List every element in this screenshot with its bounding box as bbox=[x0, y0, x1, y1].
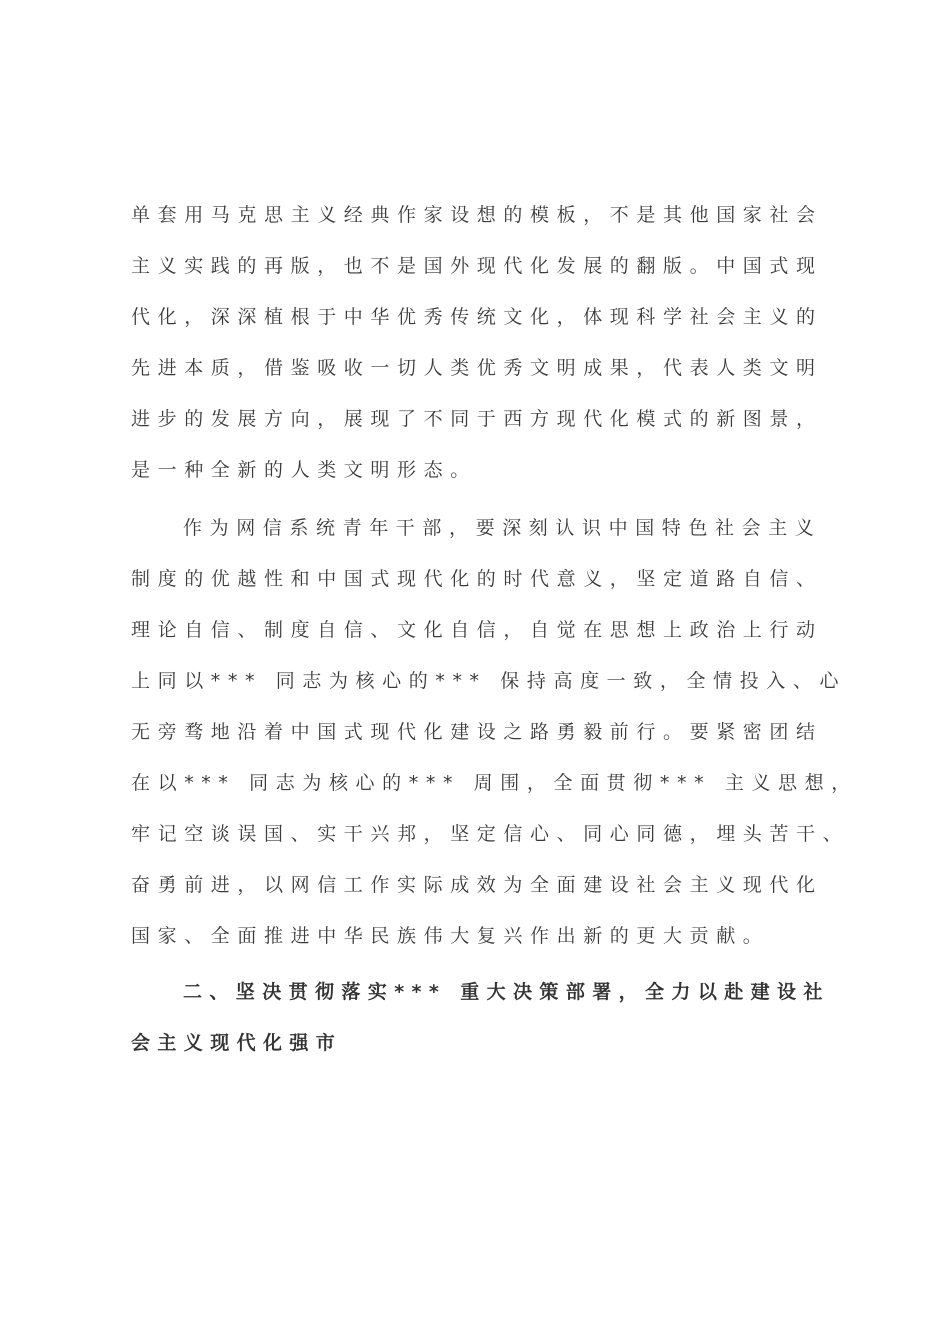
text-line: 奋勇前进，以网信工作实际成效为全面建设社会主义现代化 bbox=[131, 874, 823, 896]
text-line: 作为网信系统青年干部，要深刻认识中国特色社会主义 bbox=[183, 517, 822, 539]
text-line: 是一种全新的人类文明形态。 bbox=[131, 459, 477, 481]
text-line: 无旁骛地沿着中国式现代化建设之路勇毅前行。要紧密团结 bbox=[131, 721, 823, 743]
text-line: 上同以*** 同志为核心的*** 保持高度一致，全情投入、心 bbox=[131, 670, 847, 692]
heading-line: 二、坚决贯彻落实*** 重大决策部署，全力以赴建设社 bbox=[183, 981, 830, 1003]
text-line: 先进本质，借鉴吸收一切人类优秀文明成果，代表人类文明 bbox=[131, 357, 823, 379]
text-line: 在以*** 同志为核心的*** 周围，全面贯彻*** 主义思想， bbox=[131, 772, 858, 794]
text-line: 进步的发展方向，展现了不同于西方现代化模式的新图景， bbox=[131, 408, 823, 430]
text-line: 代化，深深植根于中华优秀传统文化，体现科学社会主义的 bbox=[131, 306, 823, 328]
heading-line: 会主义现代化强市 bbox=[131, 1032, 343, 1054]
paragraph-1 bbox=[131, 190, 831, 496]
text-line: 主义实践的再版，也不是国外现代化发展的翻版。中国式现 bbox=[131, 255, 823, 277]
text-line: 单套用马克思主义经典作家设想的模板，不是其他国家社会 bbox=[131, 204, 823, 226]
text-line: 理论自信、制度自信、文化自信，自觉在思想上政治上行动 bbox=[131, 619, 823, 641]
section-heading bbox=[131, 967, 831, 1069]
text-line: 国家、全面推进中华民族伟大复兴作出新的更大贡献。 bbox=[131, 925, 770, 947]
paragraph-2 bbox=[131, 503, 858, 962]
text-line: 制度的优越性和中国式现代化的时代意义，坚定道路自信、 bbox=[131, 568, 823, 590]
text-line: 牢记空谈误国、实干兴邦，坚定信心、同心同德，埋头苦干、 bbox=[131, 823, 850, 845]
